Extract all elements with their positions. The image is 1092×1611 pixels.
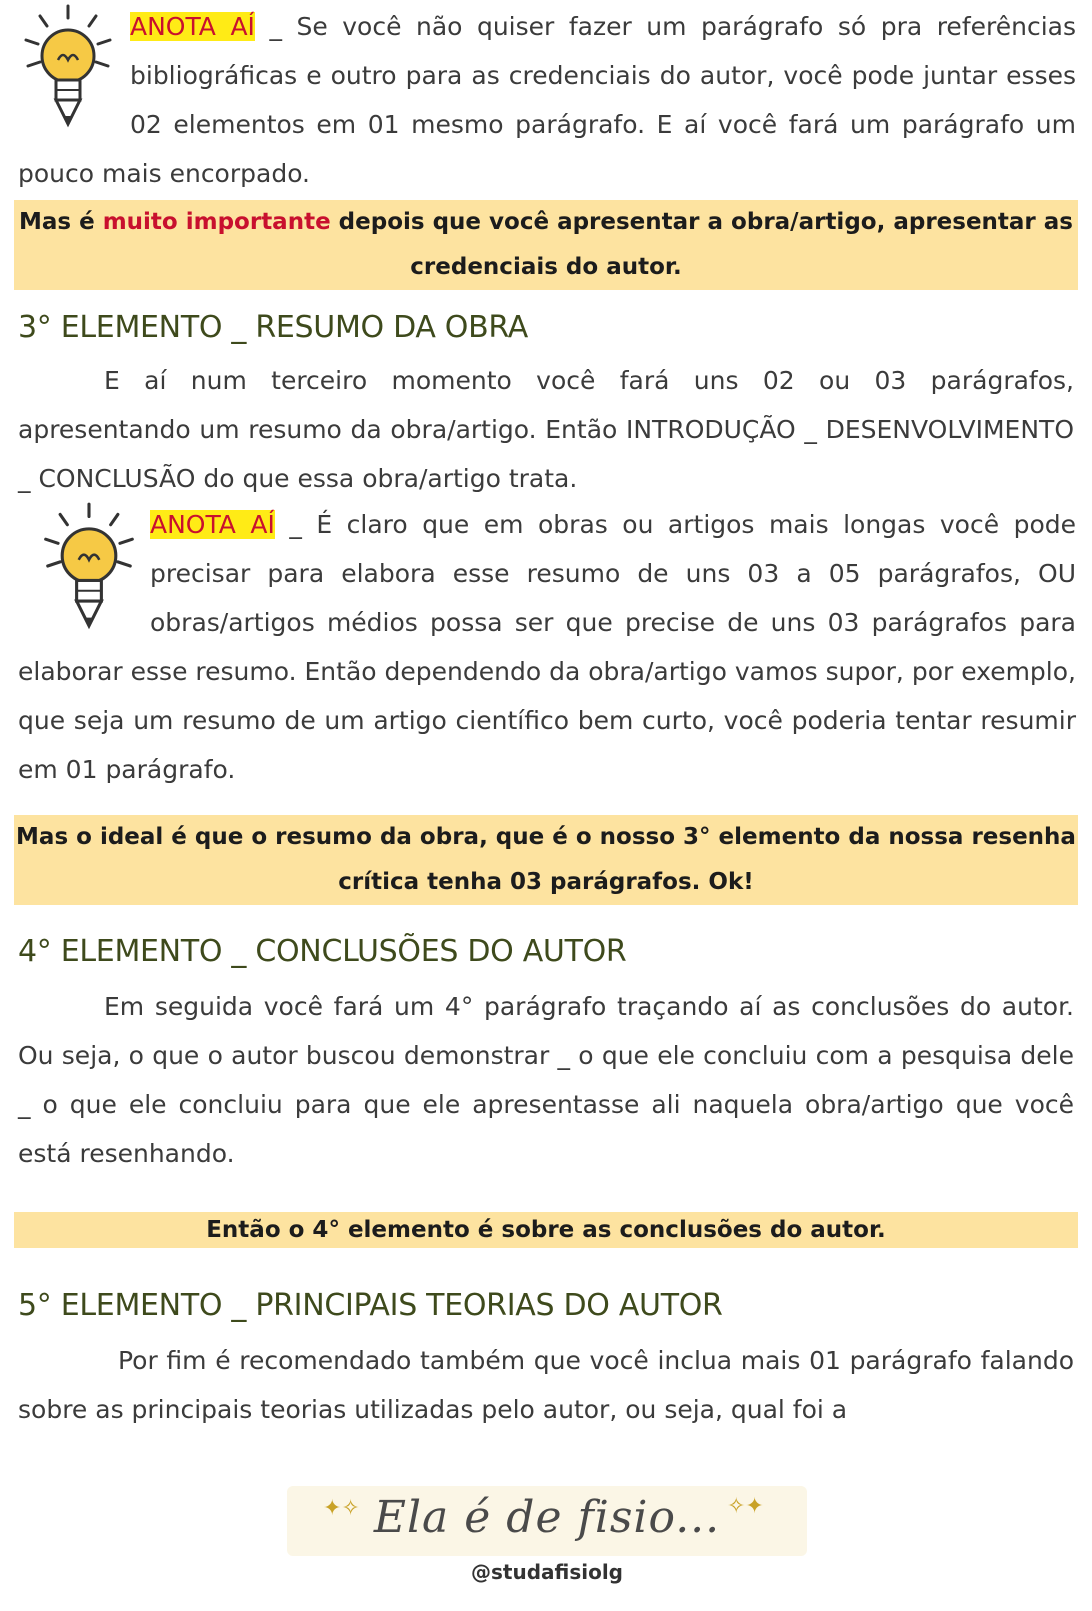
anota-ai-tag: ANOTA AÍ: [130, 12, 255, 41]
brand-logo: [287, 1486, 807, 1556]
social-handle: @studafisiolg: [470, 1560, 623, 1584]
callout-text-pre: Mas é: [18, 209, 103, 235]
note-text: _ É claro que em obras ou artigos mais longas você pode precisar para elabora esse resumo de uns 03 a 05 parágrafos, OU obras/artigos médios possa ser que precise de uns 03 parágrafos para elaborar esse resumo. Então dependendo da obra/artigo vamos supor, por exemplo, que seja um resumo de um artigo científico bem curto, você poderia tentar resumir em 01 parágrafo.: [18, 510, 1076, 784]
note-paragraph-2: [18, 500, 1076, 794]
section-heading-5: 5° ELEMENTO _ PRINCIPAIS TEORIAS DO AUTOR: [18, 1288, 723, 1323]
section-paragraph-3: E aí num terceiro momento você fará uns 02 ou 03 parágrafos, apresentando um resumo da obra/artigo. Então INTRODUÇÃO _ DESENVOLVIMENTO _ CONCLUSÃO do que essa obra/artigo trata.: [18, 366, 1074, 493]
anota-ai-tag: ANOTA AÍ: [150, 510, 275, 539]
sparkle-icon: ✦✧: [323, 1496, 360, 1521]
section-heading-4: 4° ELEMENTO _ CONCLUSÕES DO AUTOR: [18, 934, 627, 969]
note-paragraph-1: [18, 2, 1076, 198]
callout-ideal: Mas o ideal é que o resumo da obra, que é o nosso 3° elemento da nossa resenha crítica tenha 03 parágrafos. Ok!: [14, 815, 1078, 905]
callout-text-post: depois que você apresentar a obra/artigo, apresentar as credenciais do autor.: [330, 209, 1073, 280]
callout-important: [14, 200, 1078, 290]
sparkle-icon: ✧✦: [727, 1494, 764, 1519]
callout-conclusions: Então o 4° elemento é sobre as conclusões do autor.: [14, 1212, 1078, 1248]
callout-text-emphasis: muito importante: [102, 209, 331, 235]
section-heading-3: 3° ELEMENTO _ RESUMO DA OBRA: [18, 310, 528, 345]
note-text: _ Se você não quiser fazer um parágrafo só pra referências bibliográficas e outro para as credenciais do autor, você pode juntar esses 02 elementos em 01 mesmo parágrafo. E aí você fará um parágrafo um pouco mais encorpado.: [18, 12, 1076, 188]
lightbulb-icon: [18, 500, 150, 640]
section-paragraph-5: Por fim é recomendado também que você inclua mais 01 parágrafo falando sobre as principais teorias utilizadas pelo autor, ou seja, qual foi a: [18, 1346, 1074, 1424]
lightbulb-icon: [18, 2, 130, 140]
logo-script-text: Ela é de fisio...: [373, 1492, 721, 1543]
section-paragraph-4: Em seguida você fará um 4° parágrafo traçando aí as conclusões do autor. Ou seja, o que o autor buscou demonstrar _ o que ele concluiu com a pesquisa dele _ o que ele concluiu para que ele apresentasse ali naquela obra/artigo que você está resenhando.: [18, 992, 1074, 1168]
